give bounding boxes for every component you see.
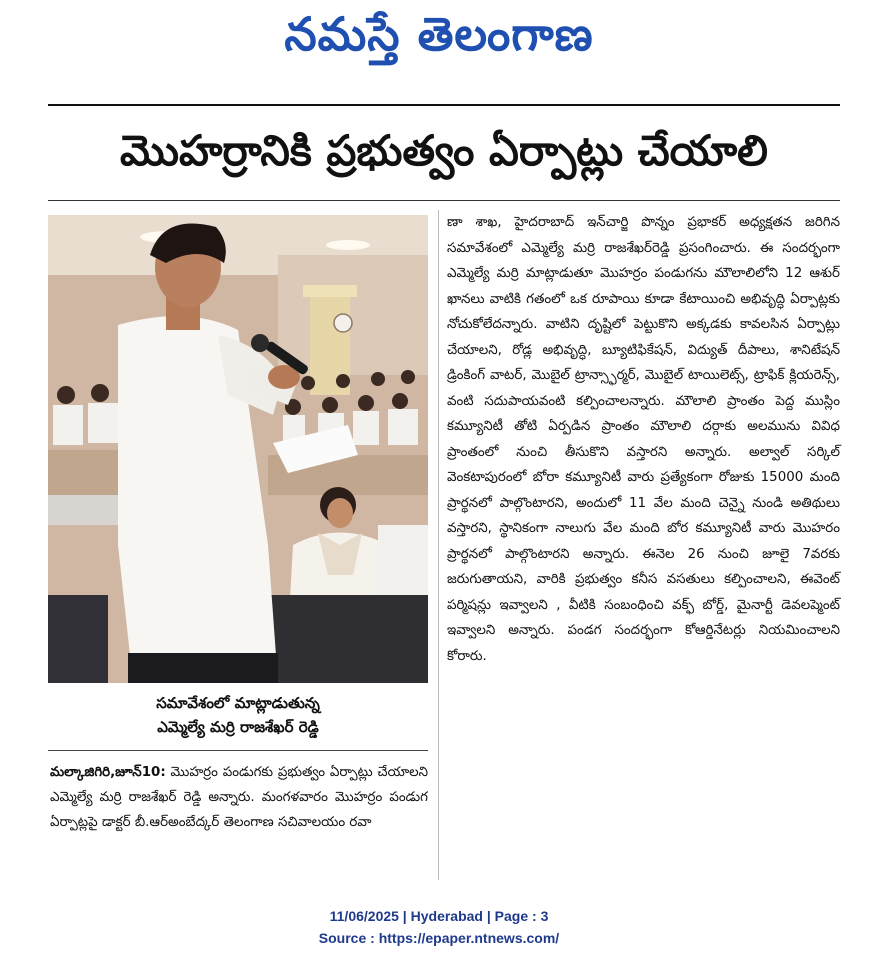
article-body-left: [50, 760, 428, 835]
dateline: మల్కాజిగిరి,జూన్10:: [50, 765, 166, 780]
masthead: [0, 0, 878, 80]
column-rule: [438, 210, 439, 880]
footer-source-line: Source : https://epaper.ntnews.com/: [318, 930, 560, 946]
page-footer: [0, 905, 878, 949]
article-headline: మొహర్రానికి ప్రభుత్వం ఏర్పాట్లు చేయాలి: [120, 126, 768, 175]
top-rule: [48, 104, 840, 106]
newspaper-logo: నమస్తే తెలంగాణ: [284, 7, 594, 61]
article-photo: [48, 215, 428, 683]
headline-rule: [48, 200, 840, 201]
photo-caption: [48, 684, 428, 746]
caption-rule: [48, 750, 428, 751]
caption-line-1: సమావేశంలో మాట్లాడుతున్న: [156, 694, 320, 712]
footer-date-line: 11/06/2025 | Hyderabad | Page : 3: [329, 908, 549, 924]
body-text-right: ణా శాఖ, హైదరాబాద్ ఇన్‌చార్జి పొన్నం ప్రభాకర్ అధ్యక్షతన జరిగిన సమావేశంలో ఎమ్మెల్యే మర్రి రాజశేఖర్‌రెడ్డి ప్రసంగించారు. ఈ సందర్భంగా ఎమ్మెల్యే మర్రి మాట్లాడుతూ మొహర్రం పండుగను మౌలాలిలోని 12 ఆశుర్ ఖానలు వాటికి గతంలో ఒక రూపాయి కూడా కేటాయించి అభివృద్ధి ఏర్పాట్లకు నోచుకోలేదన్నారు. వాటిని దృష్టిలో పెట్టుకొని అక్కడకు కావలసిన ఏర్పాట్లు చేయాలని, రోడ్ల అభివృద్ధి, బ్యూటిఫికేషన్, విద్యుత్ దీపాలు, శానిటేషన్ డ్రింకింగ్ వాటర్, మొబైల్ ట్రాన్స్ఫార్మర్, మొబైల్ టాయిలెట్స్, ట్రాఫిక్ క్లియరెన్స్, వంటి సదుపాయవంటి కల్పించాలన్నారు. మౌలాలి ప్రాంతం పెద్ద ముస్లిం కమ్యూనిటీ తోటి ఏర్పడిన ప్రాంతం మౌలాలి దర్గాకు అలమును వివిధ ప్రాంతంలో నుంచి తీసుకొని వస్తారని అన్నారు. అల్వాల్ సర్కిల్ వెంకటాపురంలో బోరా కమ్యూనిటీ వారు ప్రత్యేకంగా రోజుకు 15000 మంది ప్రార్థనలో పాల్గొంటారని, అందులో 11 వేల మంది చెన్నై నుండి అతిథులు వస్తారని, స్థానికంగా నాలుగు వేల మంది బోర కమ్యూనిటీ వారు మొహరం ప్రార్థనలో పాల్గొంటారని అన్నారు. ఈనెల 26 నుంచి జూలై 7వరకు జరుగుతాయని, వారికి ప్రభుత్వం కనీస వసతులు కల్పించాలని, ఈవెంట్ పర్మిషన్లు ఇవ్వాలని , వీటికి సంబంధించి వక్ఫ్ బోర్డ్, మైనార్టీ డెవలప్మెంట్ ఇవ్వాలని అన్నారు. పండగ సందర్భంగా కోఆర్డినేటర్లు నియమించాలని కోరారు.: [447, 215, 840, 664]
body-text-left: మొహర్రం పండుగకు ప్రభుత్వం ఏర్పాట్లు చేయాలని ఎమ్మెల్యే మర్రి రాజశేఖర్ రెడ్డి అన్నారు. మంగళవారం మొహర్రం పండుగ ఏర్పాట్లపై డాక్టర్ బీ.ఆర్అంబేద్కర్ తెలంగాణ సచివాలయం రవా: [50, 765, 428, 830]
article-body-right: [447, 210, 840, 669]
caption-line-2: ఎమ్మెల్యే మర్రి రాజశేఖర్ రెడ్డి: [157, 718, 319, 736]
